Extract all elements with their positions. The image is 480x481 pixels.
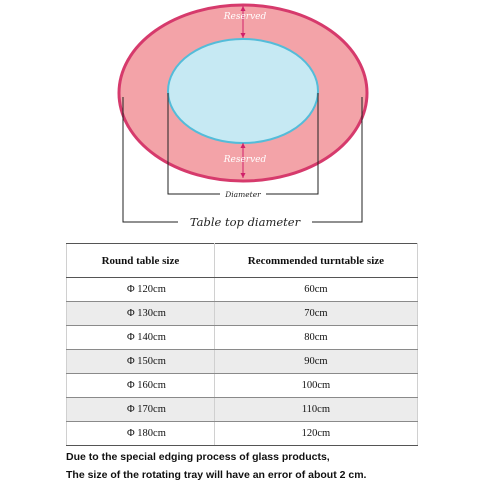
header-recommended-turntable-size: Recommended turntable size bbox=[214, 244, 417, 278]
round-table-size-cell: Φ 170cm bbox=[67, 398, 215, 422]
table-row bbox=[67, 374, 418, 398]
round-table-size-cell: Φ 160cm bbox=[67, 374, 215, 398]
table-row bbox=[67, 350, 418, 374]
note-line-2: The size of the rotating tray will have an error of about 2 cm. bbox=[66, 469, 367, 481]
table-header-row bbox=[67, 244, 418, 278]
size-table bbox=[66, 243, 418, 446]
turntable-size-cell: 80cm bbox=[214, 326, 417, 350]
reserved-top-label: Reserved bbox=[223, 12, 267, 22]
round-table-size-cell: Φ 180cm bbox=[67, 422, 215, 446]
table-row bbox=[67, 278, 418, 302]
table-row bbox=[67, 398, 418, 422]
turntable-size-cell: 70cm bbox=[214, 302, 417, 326]
table-row bbox=[67, 422, 418, 446]
turntable-size-cell: 120cm bbox=[214, 422, 417, 446]
turntable-size-cell: 100cm bbox=[214, 374, 417, 398]
round-table-size-cell: Φ 130cm bbox=[67, 302, 215, 326]
note-line-1: Due to the special edging process of glass products, bbox=[66, 451, 330, 463]
table-diagram bbox=[0, 0, 480, 240]
turntable-size-cell: 90cm bbox=[214, 350, 417, 374]
round-table-size-cell: Φ 150cm bbox=[67, 350, 215, 374]
round-table-size-cell: Φ 120cm bbox=[67, 278, 215, 302]
turntable-size-cell: 110cm bbox=[214, 398, 417, 422]
diameter-label: Diameter bbox=[225, 190, 261, 199]
reserved-bottom-label: Reserved bbox=[223, 155, 267, 165]
round-table-size-cell: Φ 140cm bbox=[67, 326, 215, 350]
turntable-size-cell: 60cm bbox=[214, 278, 417, 302]
header-round-table-size: Round table size bbox=[67, 244, 215, 278]
turntable-ellipse bbox=[168, 39, 318, 143]
table-row bbox=[67, 326, 418, 350]
table-top-diameter-label: Table top diameter bbox=[189, 215, 301, 229]
table-row bbox=[67, 302, 418, 326]
